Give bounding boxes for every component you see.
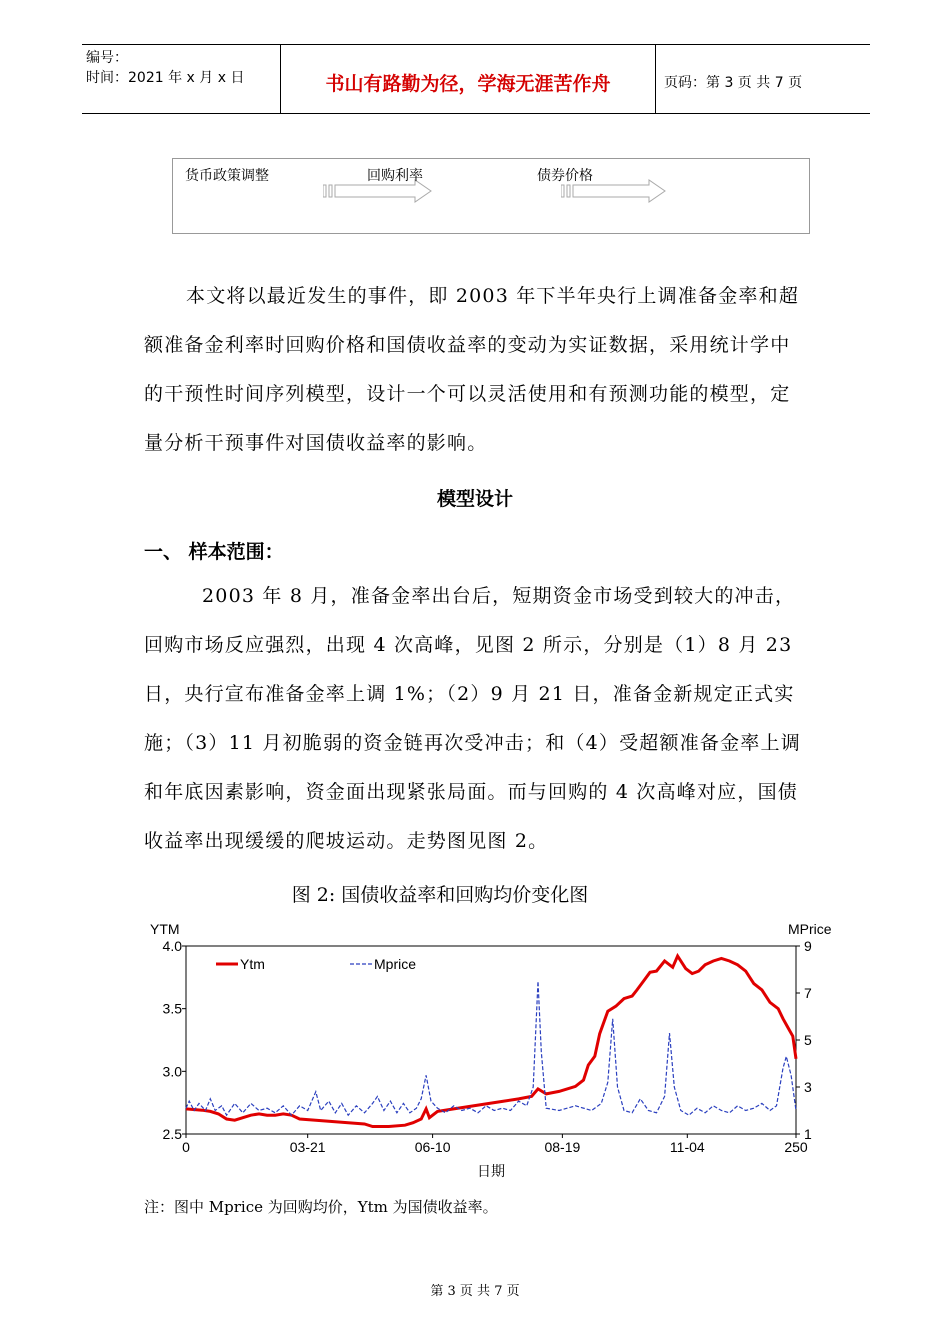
flow-item-policy: 货币政策调整 [185,168,269,184]
x-tick-label: 03-21 [289,1139,326,1155]
figure-note: 注：图中 Mprice 为回购均价，Ytm 为国债收益率。 [144,1198,498,1216]
y-right-tick-label: 7 [804,985,812,1001]
y-right-axis-title: MPrice [788,921,832,937]
x-tick-label: 11-04 [669,1139,705,1155]
model-design-title: 模型设计 [436,488,513,510]
section-heading-sample-range: 一、 样本范围： [144,541,284,563]
intro-paragraph: 本文将以最近发生的事件，即 2003 年下半年央行上调准备金率和超额准备金利率时回购价格和国债收益率的变动为实证数据，采用统计学中的干预性时间序列模型，设计一个可以灵活使用和有预测功能的模型，定量分析干预事件对国债收益率的影响。 [144,285,800,454]
y-left-tick-label: 2.5 [162,1126,182,1142]
y-right-tick-label: 3 [804,1079,812,1095]
flow-diagram [172,158,810,234]
ytm-mprice-line-chart [140,912,860,1190]
y-right-tick-label: 1 [804,1126,812,1142]
number-label: 编号： [86,50,128,66]
motto: 书山有路勤为径，学海无涯苦作舟 [325,73,611,95]
sample-paragraph: 2003 年 8 月，准备金率出台后，短期资金市场受到较大的冲击，回购市场反应强烈，出现 4 次高峰，见图 2 所示，分别是（1）8 月 23 日，央行宣布准备金率上调 1%；（2）9 月 21 日，准备金新规定正式实施；（3）11 月初脆弱的资金链再次受冲击；和（4）受超额准备金率上调和年底因素影响，资金面出现紧张局面。而与回购的 4 次高峰对应，国债收益率出现缓缓的爬坡运动。走势图见图 2。 [144,585,801,852]
y-left-tick-label: 3.5 [162,1000,182,1017]
time-label: 时间：2021 年 x 月 x 日 [86,70,245,86]
page-info: 页码：第 3 页 共 7 页 [664,75,803,91]
plot-frame [186,946,796,1134]
y-left-axis-title: YTM [150,921,180,937]
y-left-tick-label: 3.0 [162,1063,182,1080]
x-tick-label: 06-10 [414,1139,451,1155]
legend-label-mprice: Mprice [374,956,417,972]
figure-caption: 图 2: 国债收益率和回购均价变化图 [291,884,589,906]
y-left-tick-label: 4.0 [162,938,182,954]
flow-item-bond-price: 债券价格 [537,168,593,184]
flow-item-repo-rate: 回购利率 [367,168,423,184]
header-motto-cell [281,45,656,113]
x-tick-label: 250 [784,1139,808,1155]
x-tick-label: 0 [182,1139,190,1155]
header-meta-cell [82,45,281,113]
y-right-tick-label: 9 [804,938,812,954]
x-axis-title: 日期 [477,1164,505,1180]
page-footer: 第 3 页 共 7 页 [430,1284,520,1299]
x-tick-label: 08-19 [544,1139,581,1155]
page-header [82,44,870,114]
legend-label-ytm: Ytm [240,956,265,972]
header-page-cell [656,45,870,113]
y-right-tick-label: 5 [804,1032,812,1048]
series-line-ytm [186,956,796,1127]
series-line-mprice [186,981,796,1115]
